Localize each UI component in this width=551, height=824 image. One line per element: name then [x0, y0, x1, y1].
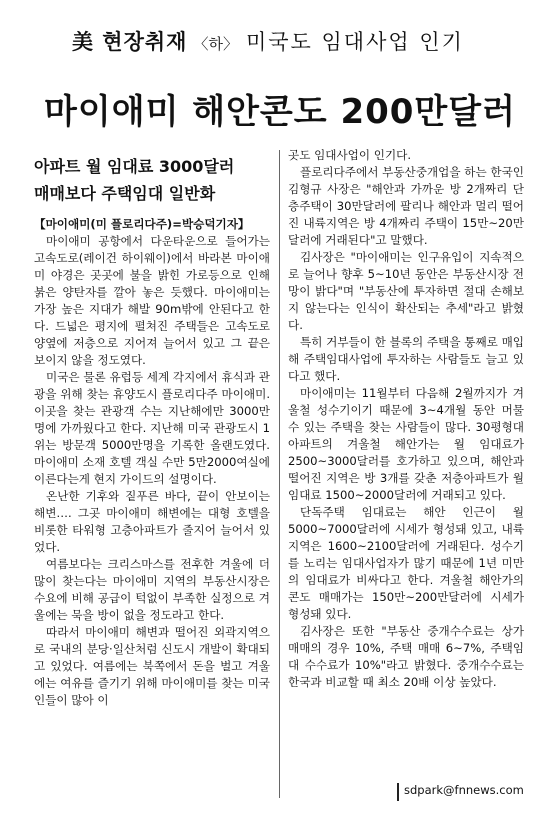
- paragraph: 미국은 물론 유럽등 세계 각지에서 휴식과 관광을 위해 찾는 휴양도시 플로리다주 마이애미. 이곳을 찾는 관광객 수는 지난해에만 3000만명에 가까웠다고 한다. 지난해 미국 관광도시 1위는 방문객 5000만명을 기록한 올랜도였다. 마이애미 소재 호텔 객실 수만 5만2000여실에 이른다는게 현지 가이드의 설명이다.: [34, 370, 270, 486]
- series-topic: 미국도 임대사업 인기: [245, 30, 464, 54]
- paragraph: 마이애미 공항에서 다운타운으로 들어가는 고속도로(레이건 하이웨이)에서 바라본 마이애미 야경은 곳곳에 불을 밝힌 가로등으로 인해 붉은 양탄자를 깔아 놓은 듯했다. 마이애미는 가장 높은 지대가 해발 90m밖에 안된다고 한다. 드넓은 평지에 펼쳐진 주택들은 고속도로 양옆에 저층으로 지어져 늘어서 있고 그 끝은 보이지 않을 정도였다.: [34, 234, 270, 367]
- paragraph: 김사장은 "마이애미는 인구유입이 지속적으로 늘어나 향후 5∼10년 동안은 부동산시장 전망이 밝다"며 "부동산에 투자하면 절대 손해보지 않는다는 인식이 확산되는 추세"라고 밝혔다.: [288, 250, 524, 332]
- series-part: 〈하〉: [193, 35, 238, 53]
- subheadline-2: 매매보다 주택임대 일반화: [34, 184, 216, 203]
- reporter-email: sdpark@fnnews.com: [397, 783, 539, 801]
- right-column: [288, 147, 524, 787]
- paragraph: 여름보다는 크리스마스를 전후한 겨울에 더 많이 찾는다는 마이애미 지역의 부동산시장은 수요에 비해 공급이 턱없이 부족한 실정으로 겨울에는 묵을 방이 없을 정도라고 한다.: [34, 557, 270, 622]
- subheadline-1: 아파트 월 임대료 3000달러: [34, 157, 235, 176]
- series-header: [72, 26, 492, 60]
- paragraph: 온난한 기후와 짙푸른 바다, 끝이 안보이는 해변…. 그곳 마이애미 해변에는 대형 호텔을 비롯한 타워형 고층아파트가 줄지어 늘어서 있었다.: [34, 489, 270, 554]
- headline: 마이애미 해안콘도 200만달러: [44, 92, 516, 132]
- paragraph: 단독주택 임대료는 해안 인근이 월 5000∼7000달러에 시세가 형성돼 있고, 내륙지역은 1600∼2100달러에 거래된다. 성수기를 노리는 임대사업자가 많기 때문에 1년 미만의 임대료가 비싸다고 한다. 겨울철 해안가의 콘도 매매가는 150만∼200만달러에 시세가 형성돼 있다.: [288, 505, 524, 621]
- paragraph: 곳도 임대사업이 인기다.: [288, 148, 412, 162]
- paragraph: 김사장은 또한 "부동산 중개수수료는 상가 매매의 경우 10%, 주택 매매 6∼7%, 주택임대 수수료가 10%"라고 밝혔다. 중개수수료는 한국과 비교할 때 최소 20배 이상 높았다.: [288, 624, 524, 689]
- paragraph: 마이애미는 11월부터 다음해 2월까지가 겨울철 성수기이기 때문에 3∼4개월 동안 머물 수 있는 주택을 찾는 사람들이 많다. 30평형대 아파트의 겨울철 해안가는 월 임대료가 2500∼3000달러를 호가하고 있으며, 해안과 떨어진 지역은 방 3개를 갖춘 저층아파트가 월 임대료 1500∼2000달러에 거래되고 있다.: [288, 386, 524, 502]
- paragraph: 특히 거부들이 한 블록의 주택을 통째로 매입해 주택임대사업에 투자하는 사람들도 늘고 있다고 했다.: [288, 335, 524, 383]
- byline: 【마이애미(미 플로리다주)=박승덕기자】: [34, 217, 250, 231]
- left-column: [34, 216, 270, 806]
- column-divider: [279, 150, 280, 798]
- paragraph: 플로리다주에서 부동산중개업을 하는 한국인 김형규 사장은 "해안과 가까운 방 2개짜리 단층주택이 30만달러에 팔리나 해안과 멀리 떨어진 내륙지역은 방 4개짜리 주택이 15만∼20만달러에 거래된다"고 말했다.: [288, 165, 524, 247]
- paragraph: 따라서 마이애미 해변과 떨어진 외곽지역으로 국내의 분당·일산처럼 신도시 개발이 확대되고 있었다. 여름에는 북쪽에서 돈을 벌고 겨울에는 여유를 즐기기 위해 마이애미를 찾는 미국인들이 많아 이: [34, 625, 270, 707]
- series-tag: 美 현장취재: [72, 30, 188, 54]
